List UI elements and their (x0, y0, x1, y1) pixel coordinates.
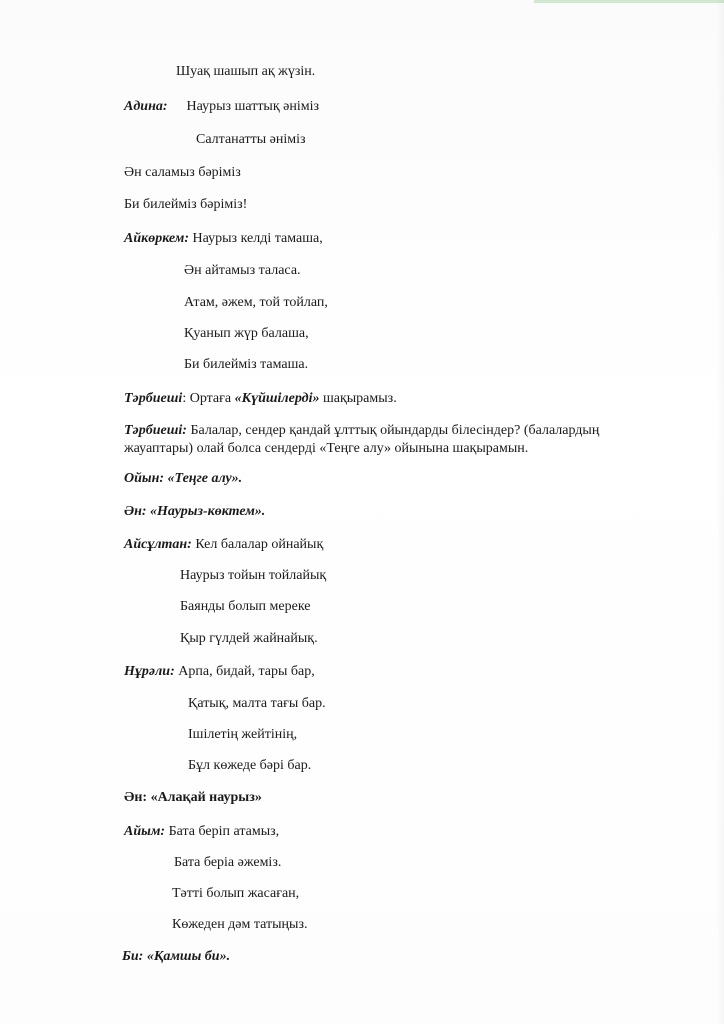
game-heading: Ойын: «Теңге алу». (124, 471, 243, 486)
dialogue-paragraph: Тәрбиеші: Балалар, сендер қандай ұлттық ойындарды білесіндер? (балалардың жауаптары) олай болса сендерді «Теңге алу» ойынына шақырамын. (124, 423, 600, 456)
verse-line: Баянды болып мереке (180, 599, 311, 614)
verse-line: Қуанып жүр балаша, (184, 326, 309, 341)
speaker-name: Айкөркем: (124, 231, 190, 246)
verse-line: Салтанатты әніміз (196, 132, 306, 147)
song-heading: Ән: «Алақай наурыз» (124, 790, 262, 805)
dialogue-line: Адина: Наурыз шаттық әніміз (124, 99, 320, 114)
verse-line: Би билейміз бәріміз! (124, 197, 248, 212)
verse-line: Шуақ шашып ақ жүзін. (176, 64, 316, 79)
verse-line: Бұл көжеде бәрі бар. (188, 758, 312, 773)
dialogue-line: Айсұлтан: Кел балалар ойнайық (124, 537, 324, 552)
verse-line: Қатық, малта тағы бар. (188, 696, 326, 711)
dialogue-line: Айым: Бата беріп атамыз, (124, 824, 280, 839)
speaker-name: Айсұлтан: (124, 537, 192, 552)
verse-line: Атам, әжем, той тойлап, (184, 295, 328, 310)
verse-line: Ішілетің жейтінің, (188, 727, 298, 742)
emphasis: «Күйшілерді» (234, 391, 320, 406)
verse-line: Қыр гүлдей жайнайық. (180, 631, 318, 646)
speaker-name: Нұрәли: (124, 664, 175, 679)
verse-line: Тәтті болып жасаған, (172, 886, 300, 901)
verse-line: Бата беріа әжеміз. (174, 855, 282, 870)
dialogue-line: Нұрәли: Арпа, бидай, тары бар, (124, 664, 315, 679)
speaker-name: Адина: (124, 99, 168, 114)
page-edge-accent (534, 0, 724, 3)
verse-line: Ән саламыз бәріміз (124, 165, 241, 180)
verse-line: Наурыз тойын тойлайық (180, 568, 327, 583)
speaker-name: Айым: (124, 824, 166, 839)
speaker-name: Тәрбиеші: (124, 423, 187, 438)
speaker-name: Тәрбиеші (124, 391, 183, 406)
song-heading: Ән: «Наурыз-көктем». (124, 504, 266, 519)
page-edge-shadow (716, 0, 724, 1024)
dialogue-line: Айкөркем: Наурыз келді тамаша, (124, 231, 323, 246)
verse-line: Би билейміз тамаша. (184, 357, 309, 372)
verse-line: Көжеден дәм татыңыз. (172, 917, 308, 932)
dialogue-line: Тәрбиеші: Ортаға «Күйшілерді» шақырамыз. (124, 391, 397, 406)
dance-heading: Би: «Қамшы би». (122, 949, 231, 964)
verse-line: Ән айтамыз таласа. (184, 263, 301, 278)
